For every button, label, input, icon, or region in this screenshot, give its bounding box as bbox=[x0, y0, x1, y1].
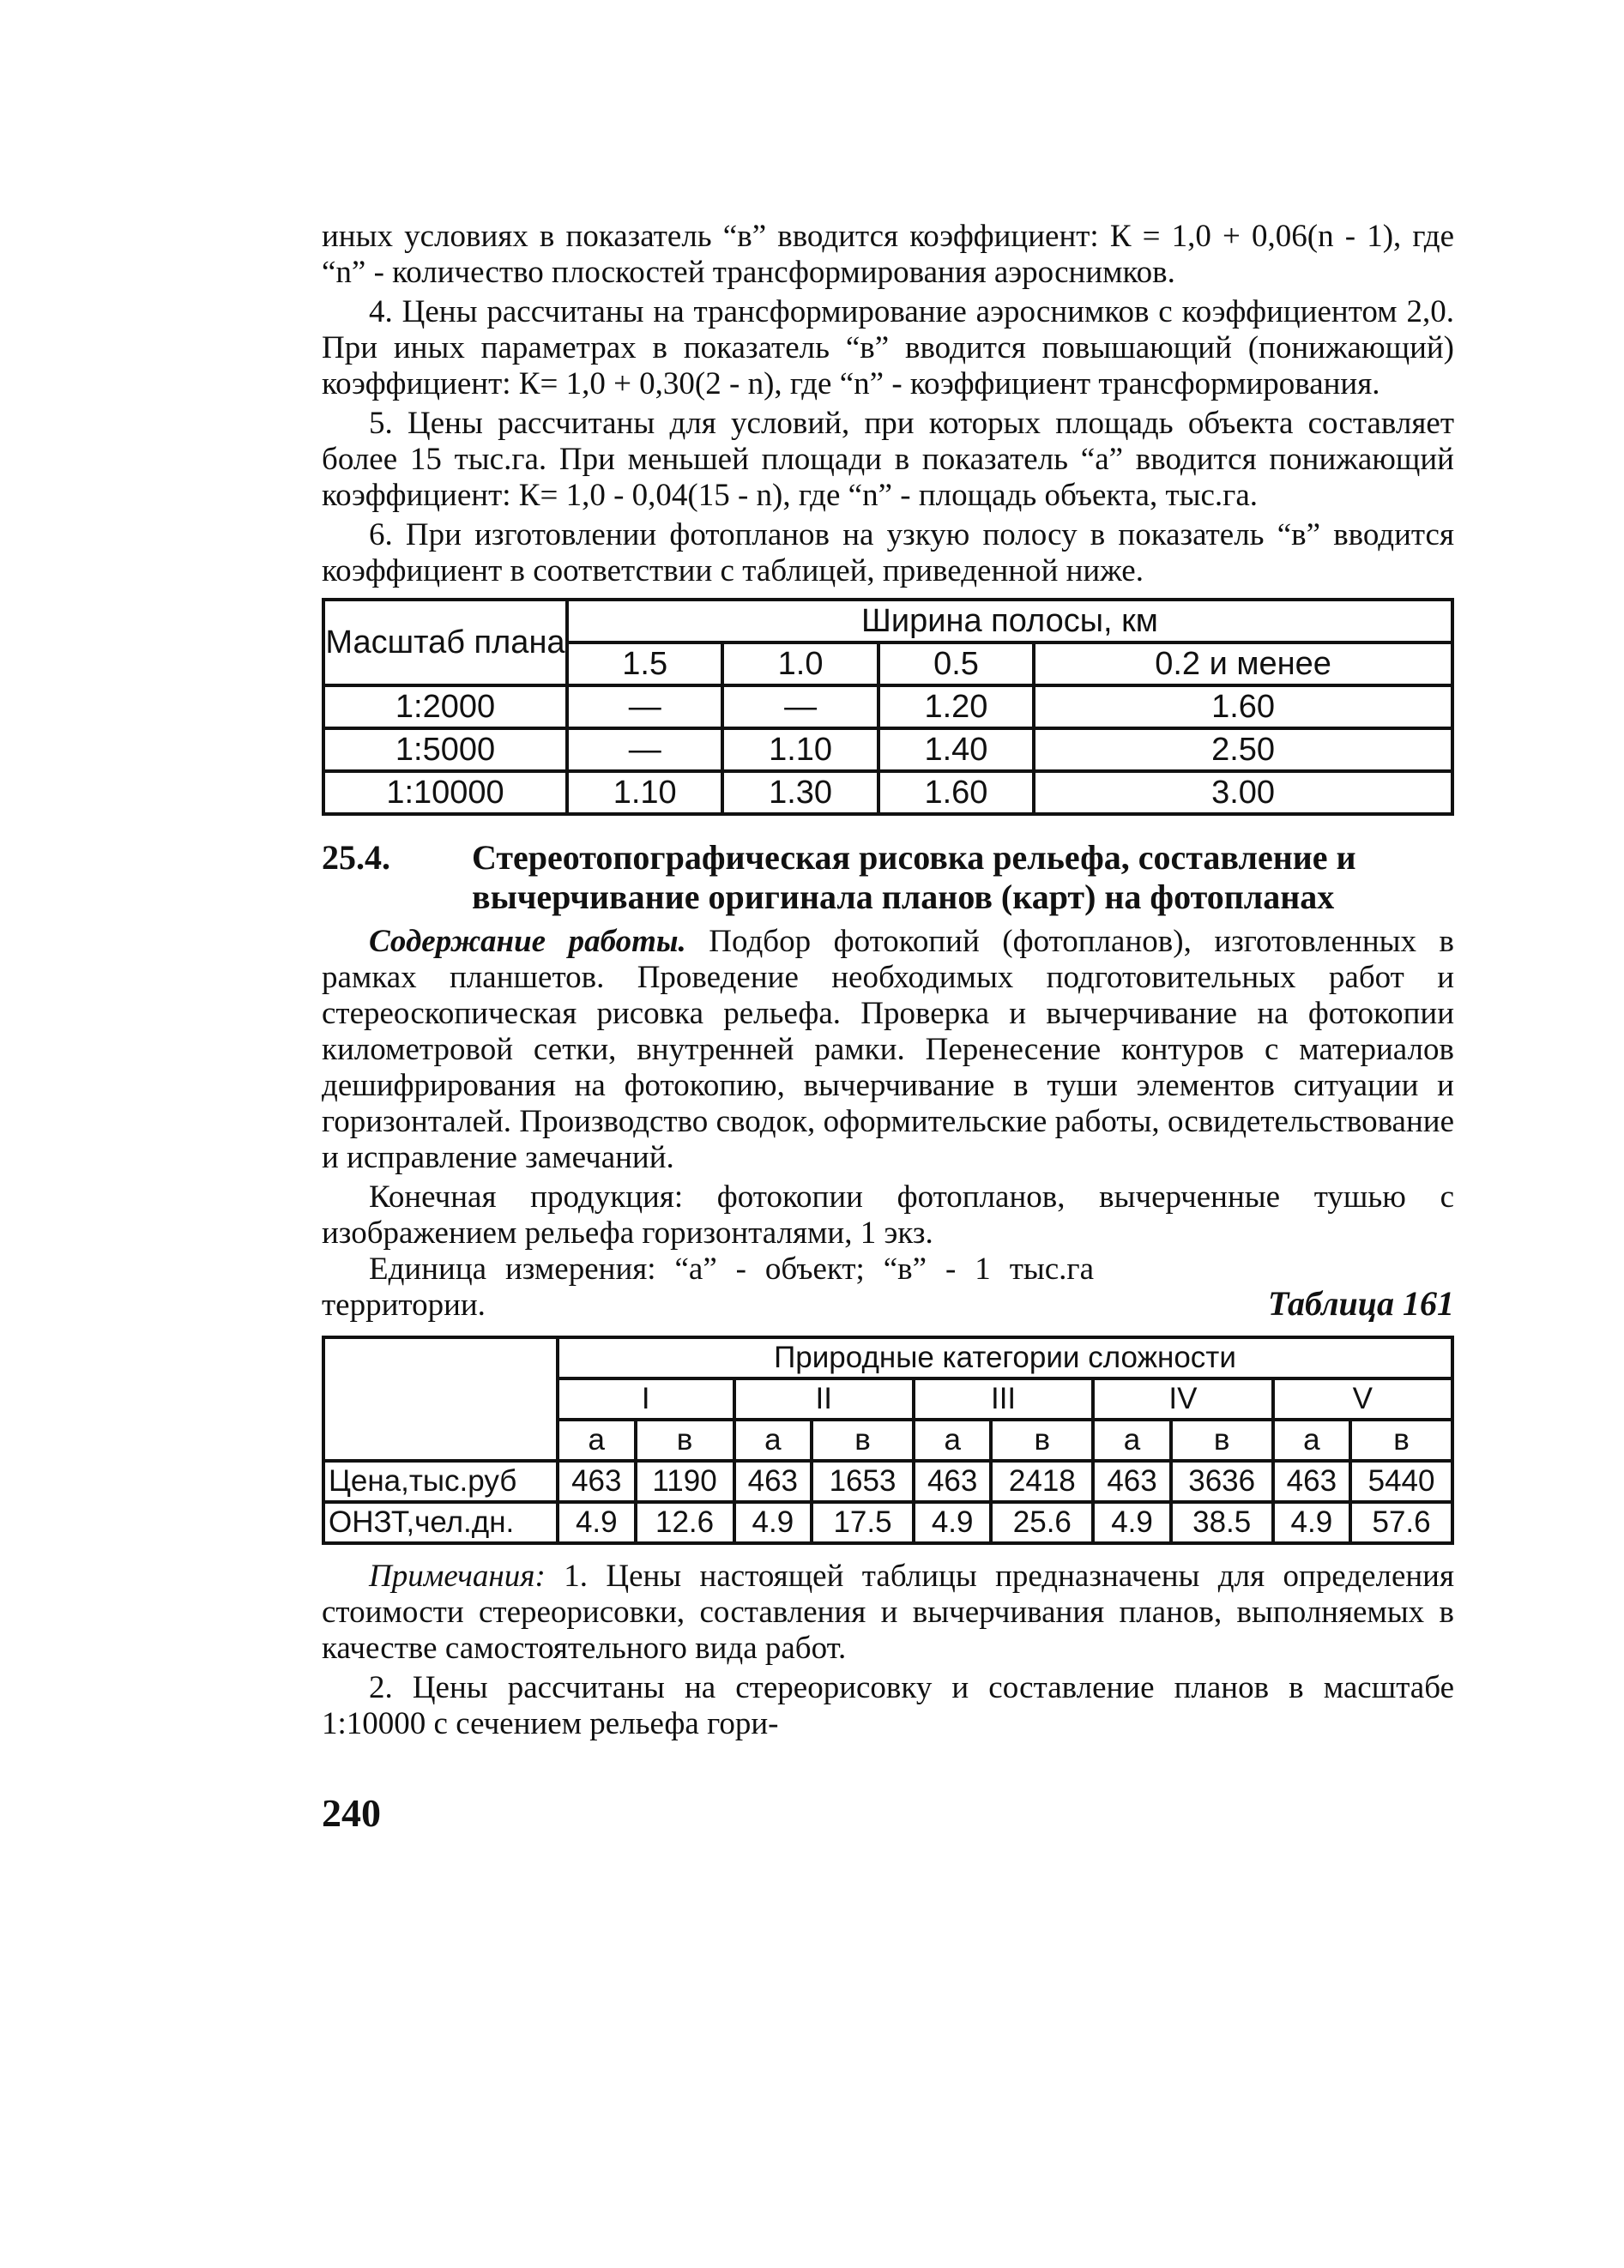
sub-header: в bbox=[812, 1420, 914, 1461]
table-cell: 463 bbox=[558, 1461, 636, 1502]
row-label: Цена,тыс.руб bbox=[323, 1461, 558, 1502]
product-paragraph: Конечная продукция: фотокопии фотопланов, вычерченные тушью с изображением рельефа горизонталями, 1 экз. bbox=[322, 1179, 1454, 1251]
width-col: 0.5 bbox=[878, 642, 1034, 685]
table-cell: 4.9 bbox=[914, 1502, 992, 1543]
table-cell: 1190 bbox=[636, 1461, 734, 1502]
content-text: Подбор фотокопий (фотопланов), изготовленных в рамках планшетов. Проведение необходимых подготовительных работ и стереоскопическая рисовка рельефа. Проверка и вычерчивание на фотокопии километровой сетки, внутренней рамки. Перенесение контуров с материалов дешифрирования на фотокопию, вычерчивание в туши элементов ситуации и горизонталей. Производство сводок, оформительские работы, освидетельствование и исправление замечаний. bbox=[322, 924, 1455, 1175]
section-number: 25.4. bbox=[322, 838, 390, 877]
scale-cell: 1:10000 bbox=[323, 771, 567, 814]
sub-header: в bbox=[1171, 1420, 1273, 1461]
empty-corner bbox=[323, 1337, 558, 1461]
sub-header: а bbox=[1093, 1420, 1171, 1461]
category-header: IV bbox=[1093, 1378, 1272, 1420]
notes-label: Примечания: bbox=[369, 1559, 546, 1594]
category-header: V bbox=[1273, 1378, 1452, 1420]
note-1-text: 1. Цены настоящей таблицы предназначены для определения стоимости стереорисовки, составления и вычерчивания планов, выполняемых в качестве самостоятельного вида работ. bbox=[322, 1559, 1454, 1666]
width-header: Ширина полосы, км bbox=[567, 600, 1452, 642]
table-cell: 3636 bbox=[1171, 1461, 1273, 1502]
table-row bbox=[323, 1461, 1452, 1502]
table-cell: 3.00 bbox=[1034, 771, 1452, 814]
paragraph-note-4: 4. Цены рассчитаны на трансформирование аэроснимков с коэффициентом 2,0. При иных параметрах в показатель “в” вводится повышающий (понижающий) коэффициент: К= 1,0 + 0,30(2 - n), где “n” - коэффициент трансформирования. bbox=[322, 294, 1454, 401]
table-cell: — bbox=[567, 685, 722, 728]
table-cell: 57.6 bbox=[1350, 1502, 1452, 1543]
table-cell: 12.6 bbox=[636, 1502, 734, 1543]
category-header: III bbox=[914, 1378, 1093, 1420]
page-number: 240 bbox=[322, 1791, 381, 1835]
sub-header: а bbox=[914, 1420, 992, 1461]
content-label: Содержание работы. bbox=[369, 924, 686, 959]
width-col: 1.5 bbox=[567, 642, 722, 685]
strip-width-table bbox=[322, 598, 1454, 816]
notes-paragraph-1 bbox=[322, 1559, 1454, 1667]
table-cell: 463 bbox=[1273, 1461, 1351, 1502]
unit-paragraph: Единица измерения: “а” - объект; “в” - 1 тыс.га территории. bbox=[322, 1252, 1094, 1323]
table-cell: 17.5 bbox=[812, 1502, 914, 1543]
page-content bbox=[322, 219, 1454, 1836]
table-cell: 1.20 bbox=[878, 685, 1034, 728]
table-cell: 1.10 bbox=[722, 728, 878, 771]
width-col: 1.0 bbox=[722, 642, 878, 685]
paragraph-note-6: 6. При изготовлении фотопланов на узкую полосу в показатель “в” вводится коэффициент в соответствии с таблицей, приведенной ниже. bbox=[322, 517, 1454, 588]
price-table bbox=[322, 1336, 1454, 1545]
notes-paragraph-2: 2. Цены рассчитаны на стереорисовку и составление планов в масштабе 1:10000 с сечением рельефа гори- bbox=[322, 1670, 1454, 1741]
table-cell: 4.9 bbox=[558, 1502, 636, 1543]
table-cell: 463 bbox=[1093, 1461, 1171, 1502]
table-cell: 2.50 bbox=[1034, 728, 1452, 771]
table-cell: 463 bbox=[914, 1461, 992, 1502]
table-cell: 463 bbox=[734, 1461, 812, 1502]
table-cell: 4.9 bbox=[1093, 1502, 1171, 1543]
width-col: 0.2 и менее bbox=[1034, 642, 1452, 685]
table-cell: 5440 bbox=[1350, 1461, 1452, 1502]
table-cell: — bbox=[567, 728, 722, 771]
sub-header: а bbox=[1273, 1420, 1351, 1461]
table-cell: 38.5 bbox=[1171, 1502, 1273, 1543]
sub-header: а bbox=[734, 1420, 812, 1461]
sub-header: в bbox=[991, 1420, 1093, 1461]
unit-caption-row bbox=[322, 1252, 1454, 1324]
table-cell: 1.60 bbox=[1034, 685, 1452, 728]
table-cell: 1.30 bbox=[722, 771, 878, 814]
scale-header: Масштаб плана bbox=[323, 600, 567, 685]
content-paragraph bbox=[322, 924, 1454, 1176]
sub-header: в bbox=[636, 1420, 734, 1461]
table-row bbox=[323, 1502, 1452, 1543]
group-header: Природные категории сложности bbox=[558, 1337, 1452, 1378]
table-cell: 1.40 bbox=[878, 728, 1034, 771]
scale-cell: 1:5000 bbox=[323, 728, 567, 771]
section-heading bbox=[322, 838, 1454, 917]
section-title: Стереотопографическая рисовка рельефа, составление и вычерчивание оригинала планов (карт) на фотопланах bbox=[472, 838, 1356, 916]
category-header: I bbox=[558, 1378, 734, 1420]
table-cell: — bbox=[722, 685, 878, 728]
scale-cell: 1:2000 bbox=[323, 685, 567, 728]
table-caption: Таблица 161 bbox=[1268, 1284, 1454, 1323]
sub-header: а bbox=[558, 1420, 636, 1461]
table-cell: 1.60 bbox=[878, 771, 1034, 814]
table-cell: 25.6 bbox=[991, 1502, 1093, 1543]
table-row bbox=[323, 771, 1452, 814]
sub-header: в bbox=[1350, 1420, 1452, 1461]
table-row bbox=[323, 728, 1452, 771]
paragraph-continuation: иных условиях в показатель “в” вводится коэффициент: К = 1,0 + 0,06(n - 1), где “n” - количество плоскостей трансформирования аэроснимков. bbox=[322, 219, 1454, 290]
table-cell: 4.9 bbox=[734, 1502, 812, 1543]
table-row bbox=[323, 685, 1452, 728]
table-cell: 2418 bbox=[991, 1461, 1093, 1502]
table-cell: 1653 bbox=[812, 1461, 914, 1502]
table-cell: 4.9 bbox=[1273, 1502, 1351, 1543]
category-header: II bbox=[734, 1378, 914, 1420]
paragraph-note-5: 5. Цены рассчитаны для условий, при которых площадь объекта составляет более 15 тыс.га. При меньшей площади в показатель “а” вводится понижающий коэффициент: К= 1,0 - 0,04(15 - n), где “n” - площадь объекта, тыс.га. bbox=[322, 406, 1454, 513]
row-label: ОНЗТ,чел.дн. bbox=[323, 1502, 558, 1543]
table-cell: 1.10 bbox=[567, 771, 722, 814]
